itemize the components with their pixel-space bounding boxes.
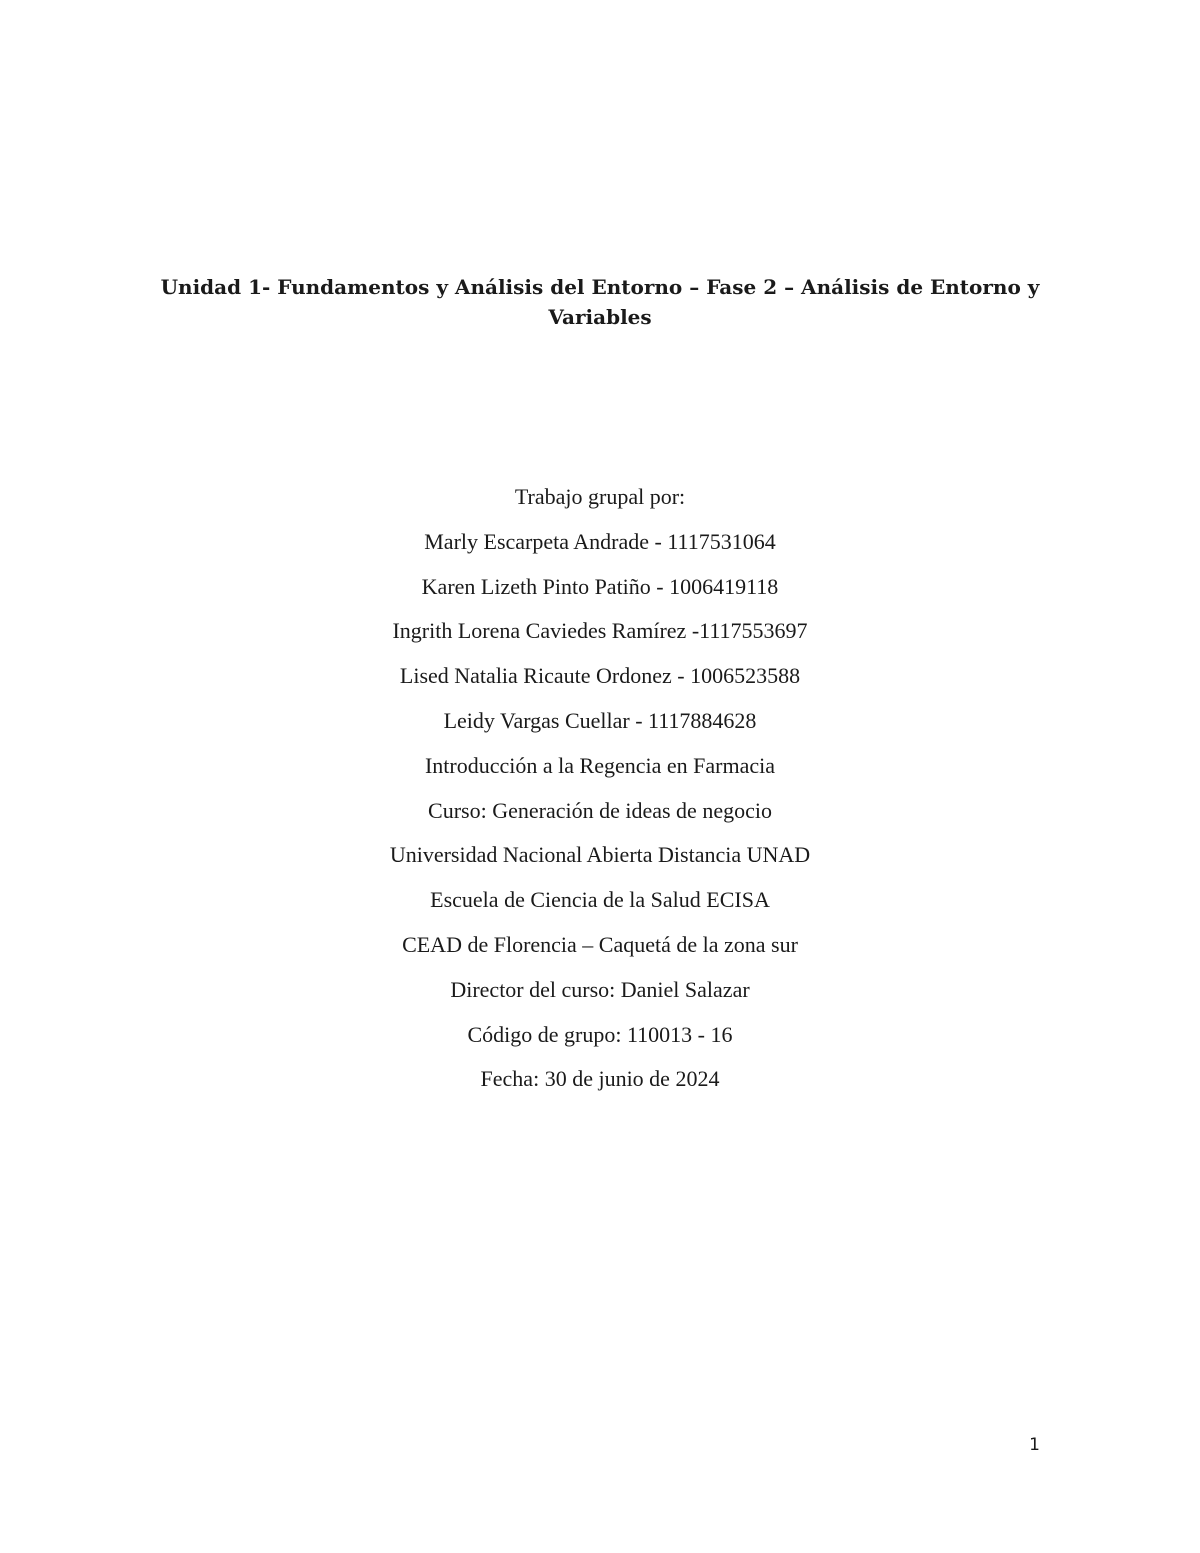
author-line: Lised Natalia Ricaute Ordonez - 1006523588 bbox=[399, 663, 801, 689]
author-line: Karen Lizeth Pinto Patiño - 1006419118 bbox=[421, 573, 779, 599]
university-line: Universidad Nacional Abierta Distancia UNAD bbox=[389, 842, 811, 868]
center-line: CEAD de Florencia – Caquetá de la zona sur bbox=[402, 931, 798, 957]
author-line: Ingrith Lorena Caviedes Ramírez -1117553697 bbox=[392, 618, 808, 644]
director-line: Director del curso: Daniel Salazar bbox=[450, 976, 750, 1002]
page-number: 1 bbox=[1029, 1435, 1040, 1455]
program-line: Introducción a la Regencia en Farmacia bbox=[424, 752, 775, 778]
cover-details bbox=[200, 480, 1000, 1107]
school-line: Escuela de Ciencia de la Salud ECISA bbox=[430, 887, 770, 913]
author-line: Leidy Vargas Cuellar - 1117884628 bbox=[443, 707, 757, 733]
group-code-line: Código de grupo: 110013 - 16 bbox=[467, 1021, 733, 1047]
date-line: Fecha: 30 de junio de 2024 bbox=[480, 1066, 720, 1092]
group-work-label: Trabajo grupal por: bbox=[514, 484, 686, 509]
document-title: Unidad 1- Fundamentos y Análisis del Entorno – Fase 2 – Análisis de Entorno y Variables bbox=[160, 275, 1040, 329]
author-line: Marly Escarpeta Andrade - 1117531064 bbox=[424, 528, 776, 554]
course-line: Curso: Generación de ideas de negocio bbox=[428, 797, 772, 823]
